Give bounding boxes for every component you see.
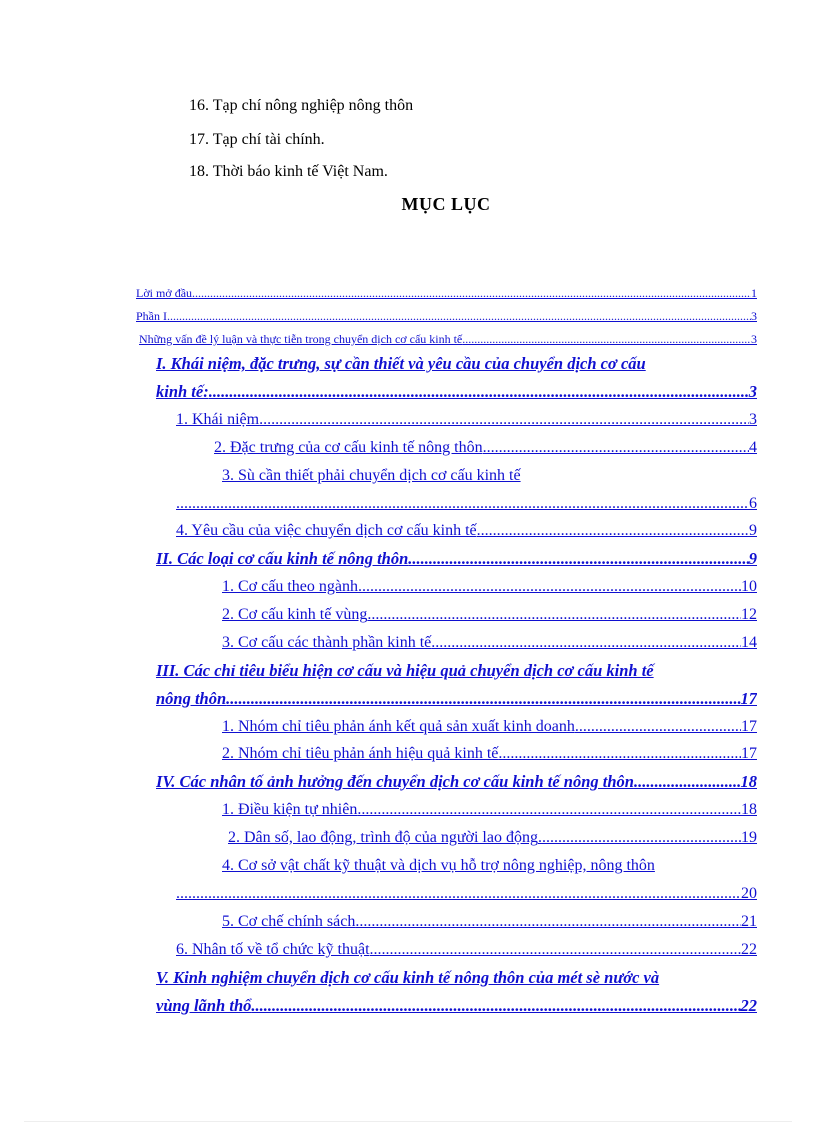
- reference-item: 16. Tạp chí nông nghiệp nông thôn: [189, 97, 414, 114]
- toc-entry-4-4-cont[interactable]: ..... 20: [176, 883, 757, 905]
- toc-entry-2-2[interactable]: 2. Cơ cấu kinh tế vùng ..... 12: [176, 604, 757, 626]
- toc-entry-section-1-cont[interactable]: kinh tế: ..... 3: [156, 380, 757, 404]
- page-bottom-rule: [24, 1121, 792, 1122]
- reference-item: 18. Thời báo kinh tế Việt Nam.: [189, 163, 388, 180]
- toc-entry-section-4[interactable]: IV. Các nhân tố ảnh hưởng đến chuyển dịch cơ cấu kinh tế nông thôn ..... 18: [156, 770, 757, 794]
- toc-entry-section-2[interactable]: II. Các loại cơ cấu kinh tế nông thôn ..... 9: [156, 547, 757, 571]
- reference-item: 17. Tạp chí tài chính.: [189, 131, 325, 148]
- toc-entry-2-3[interactable]: 3. Cơ cấu các thành phần kinh tế ..... 14: [176, 632, 757, 654]
- toc-entry-1-3[interactable]: 3. Sù cần thiết phải chuyển dịch cơ cấu kinh tế: [222, 467, 521, 484]
- toc-entry-1-2[interactable]: 2. Đặc trưng của cơ cấu kinh tế nông thôn ..... 4: [176, 437, 757, 459]
- toc-entry-loi-mo-dau[interactable]: Lời mở đầu ..... 1: [136, 285, 757, 301]
- toc-entry-nhung-van-de[interactable]: Những vấn đề lý luận và thực tiễn trong chuyển dịch cơ cấu kinh tế ..... 3: [139, 331, 757, 347]
- toc-entry-1-3-cont[interactable]: ..... 6: [176, 493, 757, 515]
- toc-entry-section-1[interactable]: I. Khái niệm, đặc trưng, sự cần thiết và yêu cầu của chuyển dịch cơ cấu: [156, 354, 646, 373]
- toc-entry-4-4[interactable]: 4. Cơ sở vật chất kỹ thuật và dịch vụ hỗ trợ nông nghiệp, nông thôn: [222, 857, 655, 874]
- toc-entry-section-3[interactable]: III. Các chỉ tiêu biểu hiện cơ cấu và hiệu quả chuyển dịch cơ cấu kinh tế: [156, 661, 654, 680]
- toc-entry-phan-1[interactable]: Phần I ..... 3: [136, 308, 757, 324]
- toc-entry-4-2[interactable]: 2. Dân số, lao động, trình độ của người lao động ..... 19: [176, 827, 757, 849]
- toc-entry-section-3-cont[interactable]: nông thôn ..... 17: [156, 687, 757, 711]
- toc-entry-4-1[interactable]: 1. Điều kiện tự nhiên ..... 18: [176, 799, 757, 821]
- page-title: MỤC LỤC: [401, 194, 491, 214]
- toc-entry-1-4[interactable]: 4. Yêu cầu của việc chuyển dịch cơ cấu kinh tế ..... 9: [176, 520, 757, 542]
- toc-entry-section-5-cont[interactable]: vùng lãnh thổ ..... 22: [156, 994, 757, 1018]
- toc-entry-3-2[interactable]: 2. Nhóm chỉ tiêu phản ánh hiệu quả kinh tế ..... 17: [176, 743, 757, 765]
- toc-entry-1-1[interactable]: 1. Khái niệm ..... 3: [176, 409, 757, 431]
- toc-entry-2-1[interactable]: 1. Cơ cấu theo ngành ..... 10: [176, 576, 757, 598]
- toc-entry-3-1[interactable]: 1. Nhóm chỉ tiêu phản ánh kết quả sản xuất kinh doanh ..... 17: [176, 716, 757, 738]
- toc-entry-4-5[interactable]: 5. Cơ chế chính sách ..... 21: [176, 911, 757, 933]
- toc-entry-4-6[interactable]: 6. Nhân tố về tổ chức kỹ thuật ..... 22: [176, 939, 757, 961]
- toc-entry-section-5[interactable]: V. Kinh nghiệm chuyển dịch cơ cấu kinh tế nông thôn của mét sè nước và: [156, 968, 660, 987]
